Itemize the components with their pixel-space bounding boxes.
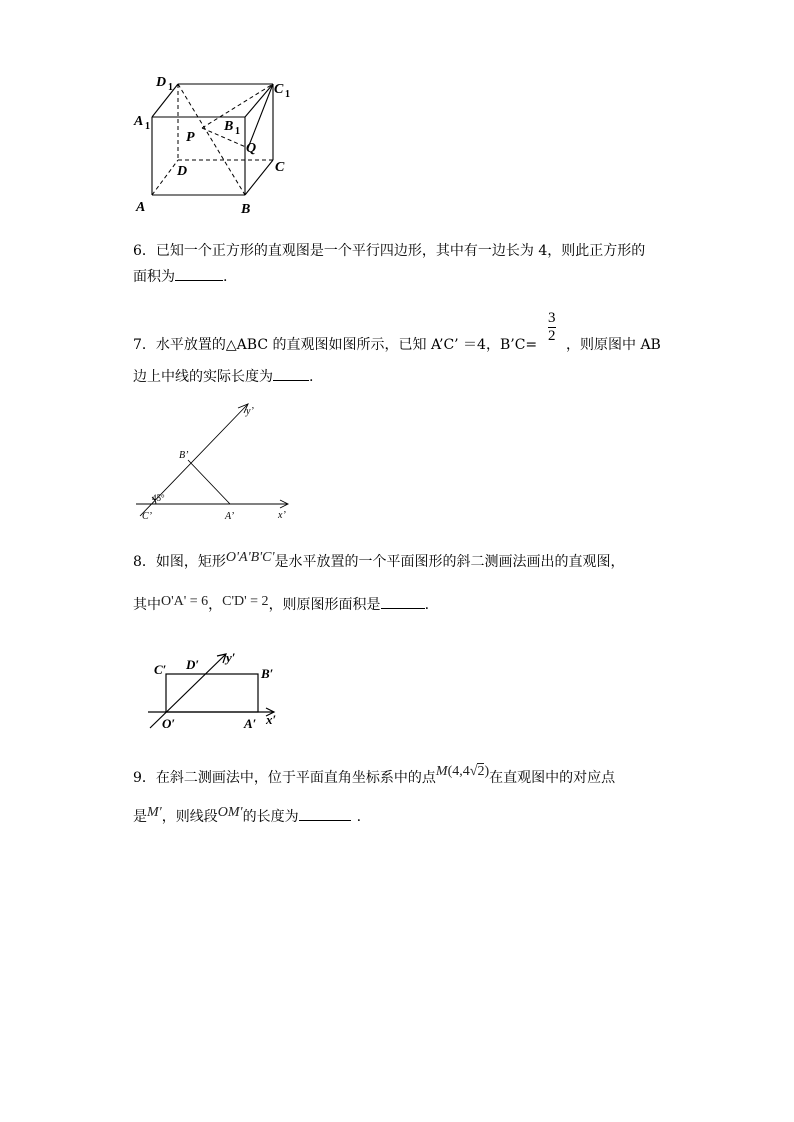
math-M-prime: M′	[147, 805, 162, 820]
label-A1-sub: 1	[145, 121, 150, 132]
question-7-text-b: ，则原图中 AB	[566, 337, 661, 353]
question-6-line-1	[133, 242, 645, 260]
question-6-period: .	[223, 269, 228, 285]
question-8-text-a: 8．如图，矩形	[133, 554, 226, 570]
label-A-prime: A’	[225, 511, 235, 522]
label-B1: B	[224, 119, 234, 134]
question-6-text: 6．已知一个正方形的直观图是一个平行四边形，其中有一边长为 4，则此正方形的	[133, 243, 646, 259]
fraction-numerator: 3	[548, 310, 556, 326]
label-C-prime: C’	[142, 511, 152, 522]
sqrt-sign: √	[469, 764, 478, 779]
math-coords-a: (4,4	[447, 764, 470, 779]
cube-dashed-edges	[152, 84, 273, 195]
question-7-period: .	[309, 369, 314, 385]
question-9-text-c: 是	[133, 809, 147, 825]
fraction-3-2	[548, 310, 556, 345]
question-6-text-2: 面积为	[133, 269, 175, 285]
label-B1-sub: 1	[235, 126, 240, 137]
label-y-prime: y’	[246, 406, 254, 417]
fraction-denominator: 2	[548, 328, 556, 344]
rectangle-OABC	[166, 674, 258, 712]
label-y-prime: y′	[226, 650, 236, 665]
label-45-degrees: 45°	[152, 493, 165, 503]
math-sqrt-2: 2	[477, 764, 485, 779]
question-9-text-b: 在直观图中的对应点	[489, 770, 616, 786]
label-B: B	[241, 202, 251, 217]
label-D: D	[177, 164, 188, 179]
question-7-text-2: 边上中线的实际长度为	[133, 369, 273, 385]
question-9-text-a: 9．在斜二测画法中，位于平面直角坐标系中的点	[133, 770, 436, 786]
answer-blank-8[interactable]	[381, 596, 425, 609]
question-6-line-2	[133, 268, 227, 286]
label-C-prime: C′	[154, 662, 167, 677]
label-D1-sub: 1	[168, 82, 173, 93]
question-9-line-2	[133, 805, 362, 827]
answer-blank-9[interactable]	[299, 808, 351, 821]
label-A-prime: A′	[244, 716, 257, 731]
label-x-prime: x′	[266, 712, 277, 727]
math-OM-prime: OM′	[217, 805, 243, 820]
label-P: P	[186, 130, 195, 145]
segment-BA	[188, 460, 230, 504]
label-D-prime: D′	[186, 657, 200, 672]
label-B-prime: B′	[261, 666, 274, 681]
question-9-text-d: ，则线段	[161, 809, 218, 825]
question-8-text-d: ，则原图形面积是	[268, 597, 381, 613]
question-7-text-a: 7．水平放置的△ABC 的直观图如图所示，已知 A’C’ ＝4，B’C=	[133, 337, 538, 353]
question-7-line-2	[133, 368, 313, 386]
cube-solid-edges	[152, 84, 273, 195]
question-9-text-e: 的长度为	[242, 809, 299, 825]
label-Q: Q	[246, 141, 257, 156]
question-7-line-1b	[566, 336, 661, 354]
question-8-figure	[140, 642, 290, 734]
question-8-comma: ，	[208, 597, 223, 613]
question-7-figure	[132, 398, 302, 526]
cube-figure	[120, 62, 320, 222]
answer-blank-6[interactable]	[175, 268, 223, 281]
label-D1: D	[156, 75, 167, 90]
label-A1: A	[134, 114, 144, 129]
label-C1-sub: 1	[285, 89, 290, 100]
question-9-period: .	[356, 809, 362, 825]
question-8-line-1	[133, 550, 625, 572]
question-8-text-c: 其中	[133, 597, 161, 613]
math-OA-eq-6: O'A' = 6	[161, 594, 209, 609]
label-x-prime: x’	[278, 510, 286, 521]
math-point-M	[436, 764, 489, 779]
question-7-line-1	[133, 336, 537, 354]
question-8-line-2	[133, 596, 429, 615]
label-B-prime: B’	[179, 450, 189, 461]
label-O-prime: O′	[162, 716, 176, 731]
question-8-text-b: 是水平放置的一个平面图形的斜二测画法画出的直观图，	[274, 554, 625, 570]
math-rect-OABC: O'A'B'C'	[225, 550, 275, 565]
label-C1: C	[274, 82, 284, 97]
math-M: M	[435, 764, 448, 779]
math-coords-b: )	[484, 764, 490, 779]
label-A: A	[136, 200, 146, 215]
math-CD-eq-2: C'D' = 2	[222, 594, 269, 609]
label-C: C	[275, 160, 285, 175]
question-9-line-1	[133, 764, 616, 788]
question-8-period: .	[424, 597, 430, 613]
answer-blank-7[interactable]	[273, 368, 309, 381]
